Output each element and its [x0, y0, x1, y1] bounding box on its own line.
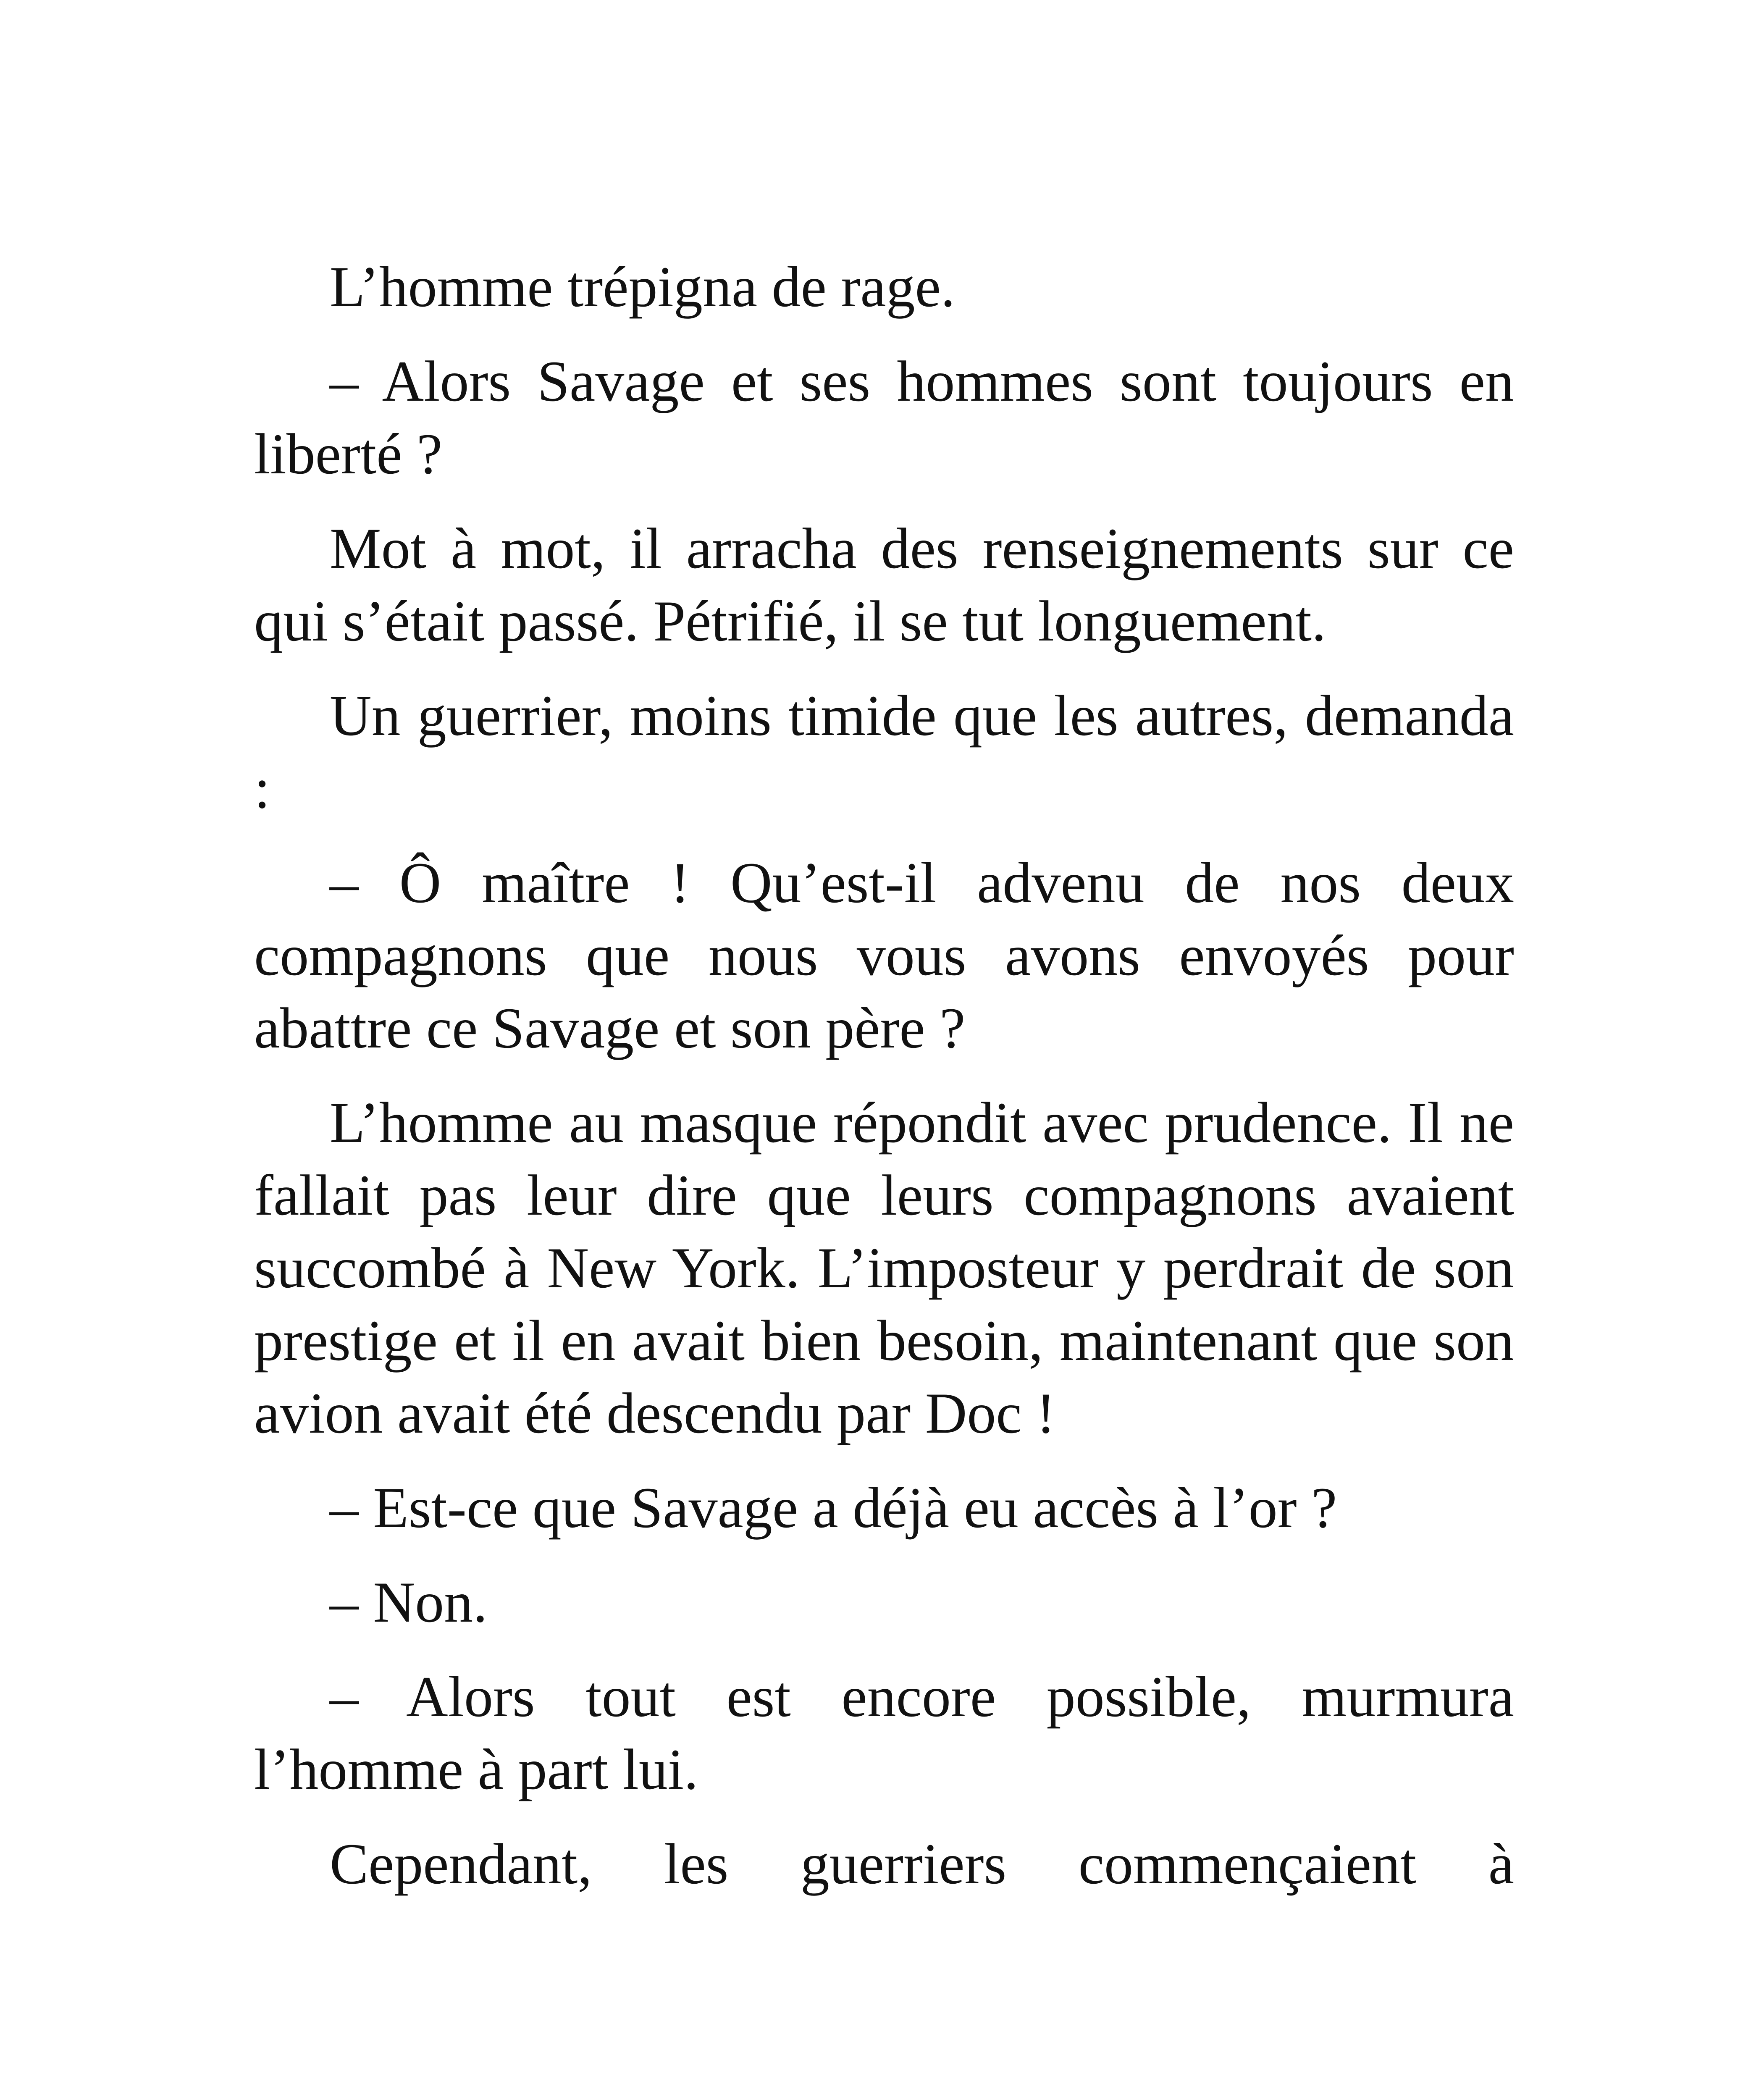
body-text: [254, 250, 1514, 1900]
paragraph-8: – Non.: [330, 1570, 488, 1634]
paragraph-5: – Ô maître ! Qu’est-il advenu de nos deux compagnons que nous vous avons envoyés pour abattre ce Savage et son père ?: [254, 850, 1514, 1060]
paragraph-7: – Est-ce que Savage a déjà eu accès à l’or ?: [330, 1475, 1337, 1540]
paragraph-6: L’homme au masque répondit avec prudence. Il ne fallait pas leur dire que leurs compagnons avaient succombé à New York. L’imposteur y perdrait de son prestige et il en avait bien besoin, maintenant que son avion avait été descendu par Doc !: [254, 1090, 1514, 1445]
paragraph-10: Cependant, les guerriers commençaient à: [330, 1832, 1514, 1896]
paragraph-4: Un guerrier, moins timide que les autres, demanda :: [254, 683, 1514, 820]
paragraph-2: – Alors Savage et ses hommes sont toujours en liberté ?: [254, 349, 1514, 486]
paragraph-9: – Alors tout est encore possible, murmura l’homme à part lui.: [254, 1664, 1514, 1801]
paragraph-1: L’homme trépigna de rage.: [330, 255, 956, 319]
paragraph-3: Mot à mot, il arracha des renseignements sur ce qui s’était passé. Pétrifié, il se tut longuement.: [254, 516, 1514, 653]
